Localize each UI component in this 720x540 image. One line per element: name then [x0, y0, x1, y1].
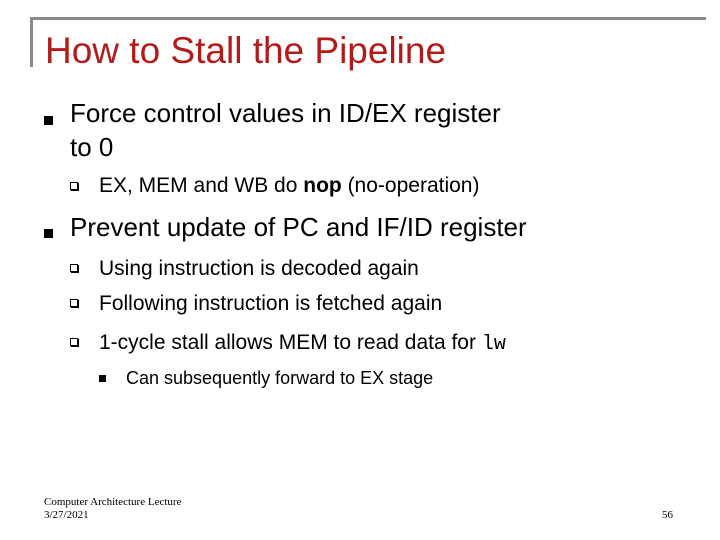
bullet-1-line-1: Force control values in ID/EX register: [70, 98, 501, 128]
sub-bullet-2-3-lw-code: lw: [481, 333, 506, 356]
sub-bullet-1-1: [99, 172, 479, 199]
footer-date: 3/27/2021: [44, 509, 89, 521]
sub-bullet-2-1: Using instruction is decoded again: [99, 257, 419, 280]
bullet-1-line-2: to 0: [70, 132, 114, 162]
sub-bullet-2-2: Following instruction is fetched again: [99, 292, 443, 315]
bullet-2-text: Prevent update of PC and IF/ID register: [70, 212, 527, 242]
footer-course: Computer Architecture Lecture: [44, 496, 182, 508]
sub-bullet-1-1-prefix: EX, MEM and WB do: [99, 174, 304, 197]
sub-bullet-1-1-suffix: (no-operation): [341, 174, 480, 197]
sub-sub-bullet-square-icon: [99, 375, 106, 382]
sub-bullet-hollow-square-icon: [70, 299, 78, 307]
sub-bullet-2-3-prefix: 1-cycle stall allows MEM to read data for: [99, 331, 482, 354]
title-frame-top-rule: [30, 17, 706, 20]
sub-bullet-2-3: [99, 329, 506, 358]
slide-title: How to Stall the Pipeline: [45, 30, 447, 71]
sub-bullet-1-1-nop: nop: [303, 174, 342, 197]
sub-bullet-hollow-square-icon: [70, 264, 78, 272]
title-frame-left-rule: [30, 17, 33, 67]
bullet-square-icon: [44, 229, 53, 238]
bullet-square-icon: [44, 116, 53, 125]
sub-sub-bullet-2-3-1: Can subsequently forward to EX stage: [126, 368, 434, 388]
sub-bullet-hollow-square-icon: [70, 338, 78, 346]
sub-bullet-hollow-square-icon: [70, 182, 78, 190]
footer-page-number: 56: [662, 509, 673, 521]
